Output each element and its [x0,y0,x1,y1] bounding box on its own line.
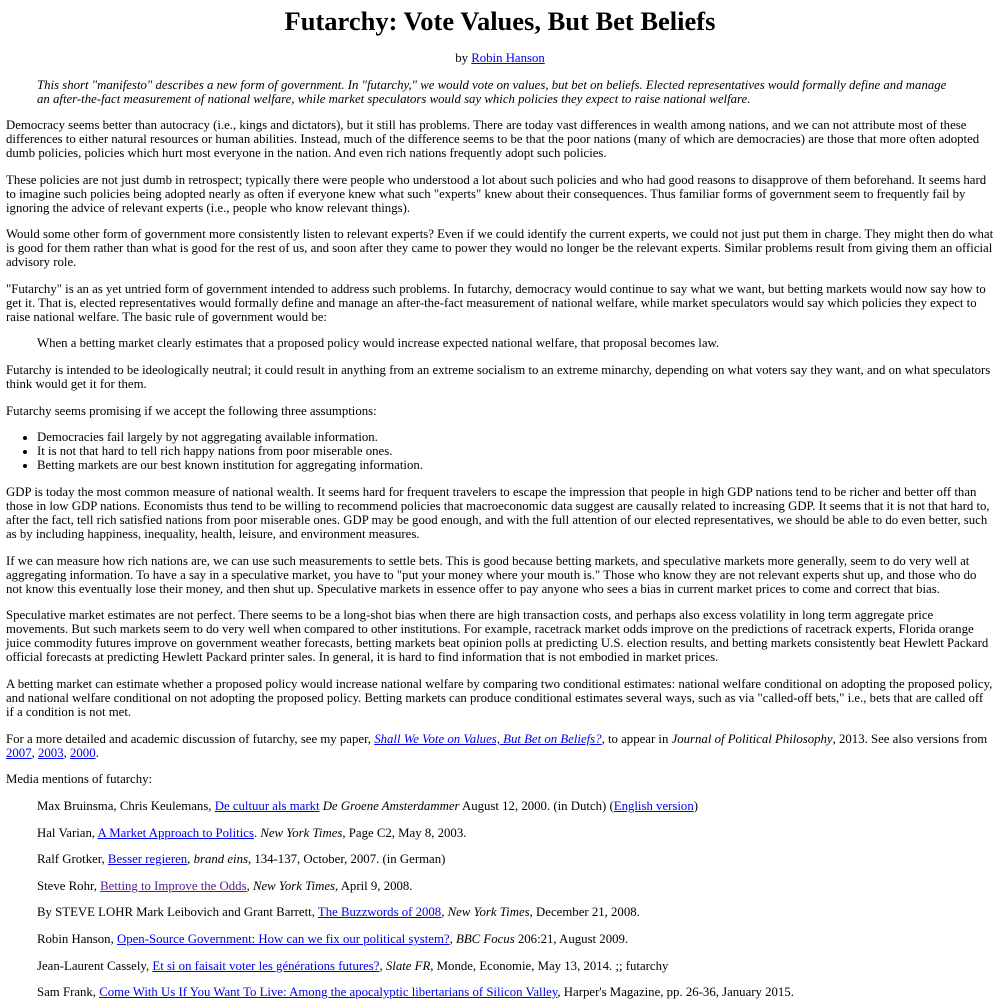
list-item: • Betting markets are our best known institution for aggregating information. [37,458,994,472]
paragraph-neutral: Futarchy is intended to be ideologically neutral; it could result in anything from an extreme socialism to an extreme minarchy, depending on what voters say they want, and on what speculators think would get it for them. [6,363,991,391]
media-link[interactable]: De cultuur als markt [214,799,320,813]
paragraph-dumb-policies: These policies are not just dumb in retrospect; typically there were people who understood a lot about such policies and who had good reasons to disapprove of them beforehand. It seems hard to imagine such policies being adopted nearly as often if everyone knew what such "experts" knew about their consequences. Thus familiar forms of government seem to frequently fail by ignoring the advice of relevant experts (i.e., people who know relevant things). [6,173,987,215]
paragraph-settle-bets: If we can measure how rich nations are, we can use such measurements to settle bets. This is good because betting markets, and speculative markets more generally, seem to do very well at aggregating information. To have a say in a speculative market, you have to "put your money where your mouth is." Those who know they are not relevant experts shut up, and those who do not know this eventually lose their money, and then shut up. Speculative markets in essence offer to pay anyone who sees a bias in current market prices to come and correct that bias. [6,554,977,596]
media-item: Robin Hanson, Open-Source Government: How can we fix our political system?, BBC Focus 206:21, August 2009. [37,932,629,946]
version-2000-link[interactable]: 2000 [70,746,96,760]
media-heading: Media mentions of futarchy: [6,772,153,786]
media-link[interactable]: Et si on faisait voter les générations futures? [152,959,380,973]
paragraph-democracy: Democracy seems better than autocracy (i.e., kings and dictators), but it still has problems. There are today vast differences in wealth among nations, and we can not attribute most of these differences to either natural resources or human abilities. Instead, much of the difference seems to be that the poor nations (many of which are democracies) are those that more often adopted dumb policies, policies which hurt most everyone in the nation. And even rich nations frequently adopt such policies. [6,118,980,160]
list-item: • It is not that hard to tell rich happy nations from poor miserable ones. [37,444,994,458]
media-item: Ralf Grotker, Besser regieren, brand eins, 134-137, October, 2007. (in German) [37,852,446,866]
paragraph-market-estimates: Speculative market estimates are not perfect. There seems to be a long-shot bias when there are high transaction costs, and perhaps also excess volatility in long term aggregate price movements. But such markets seem to do very well when compared to other institutions. For example, racetrack market odds improve on the predictions of racetrack experts, Florida orange juice commodity futures improve on government weather forecasts, betting markets beat opinion polls at predicting U.S. election results, and betting markets consistently beat Hewlett Packard official forecasts at predicting Hewlett Packard printer sales. In general, it is hard to find information that is not embodied in market prices. [6,608,989,664]
media-item: Sam Frank, Come With Us If You Want To Live: Among the apocalyptic libertarians of Silicon Valley, Harper's Magazine, pp. 26-36, January 2015. [37,985,794,999]
paragraph-futarchy-intro: "Futarchy" is an as yet untried form of government intended to address such problems. In futarchy, democracy would continue to say what we want, but betting markets would now say how to get it. That is, elected representatives would formally define and manage an after-the-fact measurement of national welfare, while market speculators would say which policies they expect to raise national welfare. The basic rule of government would be: [6,282,986,324]
page-title: Futarchy: Vote Values, But Bet Beliefs [284,6,716,36]
media-link[interactable]: A Market Approach to Politics [97,826,254,840]
media-item: Max Bruinsma, Chris Keulemans, De cultuur als markt De Groene Amsterdammer August 12, 2000. (in Dutch) (English version) [37,799,698,813]
journal-name: Journal of Political Philosophy [671,732,833,746]
media-item: By STEVE LOHR Mark Leibovich and Grant Barrett, The Buzzwords of 2008, New York Times, December 21, 2008. [37,905,640,919]
assumptions-list [6,430,994,472]
paragraph-experts: Would some other form of government more consistently listen to relevant experts? Even if we could identify the current experts, we could not just put them in charge. They might then do what is good for them rather than what is good for the rest of us, and soon after they came to power they would no longer be the relevant experts. Similar problems result from giving them an official advisory role. [6,227,994,269]
media-item: Hal Varian, A Market Approach to Politics. New York Times, Page C2, May 8, 2003. [37,826,467,840]
basic-rule: When a betting market clearly estimates that a proposed policy would increase expected national welfare, that proposal becomes law. [37,336,720,350]
media-link[interactable]: Besser regieren [107,852,188,866]
paragraph-assumptions-intro: Futarchy seems promising if we accept the following three assumptions: [6,404,377,418]
media-item: Jean-Laurent Cassely, Et si on faisait voter les générations futures?, Slate FR, Monde, Economie, May 13, 2014. ;; futarchy [37,959,669,973]
abstract: This short "manifesto" describes a new form of government. In "futarchy," we would vote on values, but bet on beliefs. Elected representatives would formally define and manage an after-the-fact measurement of national welfare, while market speculators would say which policies they expect to raise national welfare. [37,78,947,106]
version-2003-link[interactable]: 2003 [38,746,64,760]
paragraph-further-reading: For a more detailed and academic discussion of futarchy, see my paper, Shall We Vote on Values, But Bet on Beliefs?, to appear in Journal of Political Philosophy, 2013. See also versions from 2007, 2003, 2000. [6,732,988,760]
media-link[interactable]: The Buzzwords of 2008 [317,905,442,919]
paragraph-gdp: GDP is today the most common measure of national wealth. It seems hard for frequent travelers to escape the impression that people in high GDP nations tend to be richer and better off than those in low GDP nations. Economists thus tend to be willing to recommend policies that macroeconomic data suggest are causally related to increasing GDP. It seems that it is not that hard to, after the fact, tell rich satisfied nations from poor miserable ones. GDP may be good enough, and with the full attention of our elected representatives, we should be able to do even better, such as by including happiness, inequality, health, leisure, and environment measures. [6,485,990,541]
byline [6,51,994,65]
media-link[interactable]: Come With Us If You Want To Live: Among the apocalyptic libertarians of Silicon Valley [99,985,558,999]
version-2007-link[interactable]: 2007 [6,746,32,760]
paragraph-conditional: A betting market can estimate whether a proposed policy would increase national welfare by comparing two conditional estimates: national welfare conditional on adopting the proposed policy, and national welfare conditional on not adopting the proposed policy. Betting markets can produce conditional estimates several ways, such as via "called-off bets," i.e., bets that are called off if a condition is not met. [6,677,993,719]
english-version-link[interactable]: English version [613,799,694,813]
author-link[interactable]: Robin Hanson [471,51,545,65]
list-item: • Democracies fail largely by not aggregating available information. [37,430,994,444]
byline-prefix: by [455,51,472,65]
paper-link[interactable]: Shall We Vote on Values, But Bet on Beliefs? [374,732,602,746]
media-item: Steve Rohr, Betting to Improve the Odds, New York Times, April 9, 2008. [37,879,413,893]
media-link[interactable]: Betting to Improve the Odds [100,879,247,893]
media-link[interactable]: Open-Source Government: How can we fix our political system? [116,932,450,946]
